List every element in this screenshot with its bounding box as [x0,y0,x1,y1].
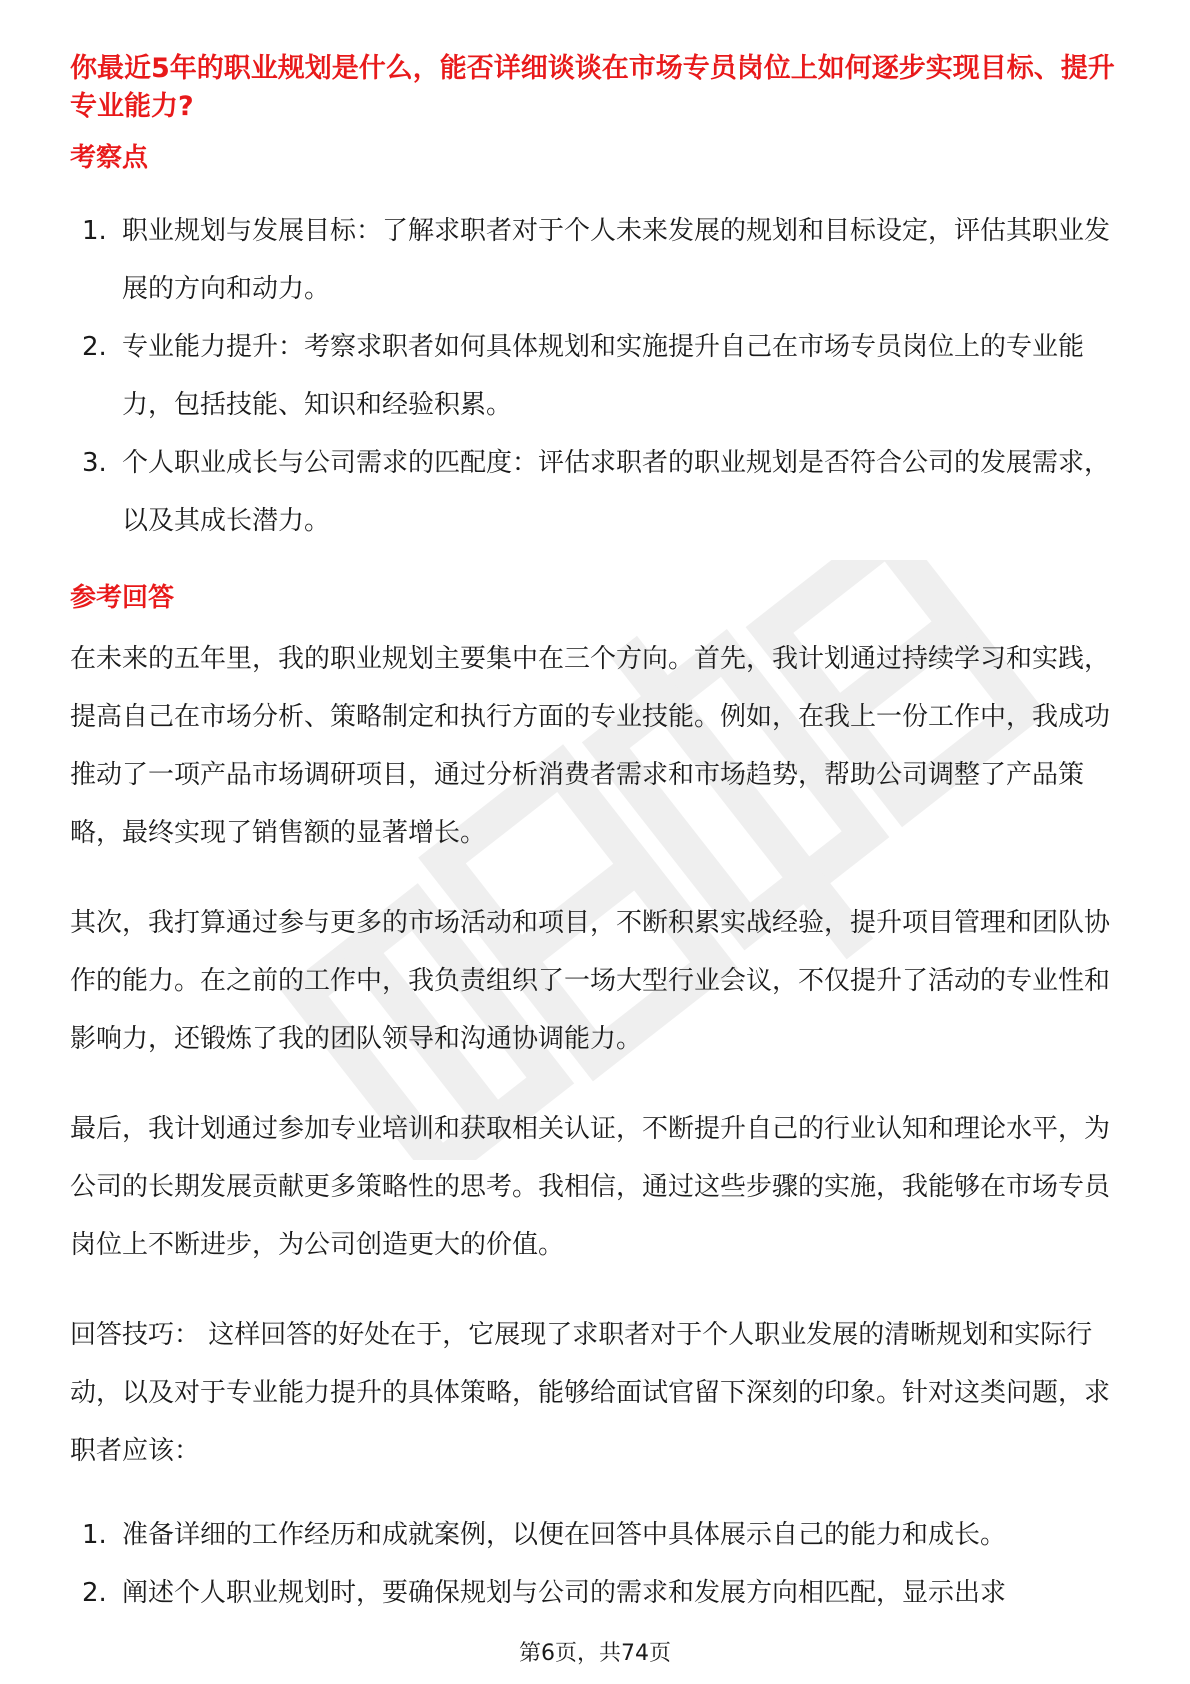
list-number: 1. [82,216,107,246]
list-number: 1. [82,1520,107,1550]
list-item [70,434,1120,550]
examination-heading: 考察点 [70,143,149,173]
main-content [70,50,1120,1622]
answer-paragraph: 在未来的五年里，我的职业规划主要集中在三个方向。首先，我计划通过持续学习和实践，提高自己在市场分析、策略制定和执行方面的专业技能。例如，在我上一份工作中，我成功推动了一项产品市场调研项目，通过分析消费者需求和市场趋势，帮助公司调整了产品策略，最终实现了销售额的显著增长。 [70,644,1111,848]
list-number: 3. [82,448,107,478]
list-item [70,318,1120,434]
list-item [70,202,1120,318]
page-number-footer: 第6页，共74页 [519,1641,671,1666]
list-item-text: 准备详细的工作经历和成就案例，以便在回答中具体展示自己的能力和成长。 [122,1520,1007,1550]
answer-tips-paragraph: 回答技巧： 这样回答的好处在于，它展现了求职者对于个人职业发展的清晰规划和实际行动，以及对于专业能力提升的具体策略，能够给面试官留下深刻的印象。针对这类问题，求职者应该： [70,1320,1111,1466]
answer-paragraph: 其次，我打算通过参与更多的市场活动和项目，不断积累实战经验，提升项目管理和团队协作的能力。在之前的工作中，我负责组织了一场大型行业会议，不仅提升了活动的专业性和影响力，还锻炼了我的团队领导和沟通协调能力。 [70,908,1111,1054]
list-number: 2. [82,332,107,362]
list-item [70,1564,1120,1622]
answer-heading: 参考回答 [70,583,175,613]
list-item [70,1506,1120,1564]
answer-paragraph: 最后，我计划通过参加专业培训和获取相关认证，不断提升自己的行业认知和理论水平，为公司的长期发展贡献更多策略性的思考。我相信，通过这些步骤的实施，我能够在市场专员岗位上不断进步，为公司创造更大的价值。 [70,1114,1111,1260]
question-title: 你最近5年的职业规划是什么，能否详细谈谈在市场专员岗位上如何逐步实现目标、提升专业能力? [70,53,1115,122]
examination-list [70,202,1120,550]
list-item-text: 个人职业成长与公司需求的匹配度：评估求职者的职业规划是否符合公司的发展需求，以及其成长潜力。 [122,448,1111,536]
list-item-text: 阐述个人职业规划时，要确保规划与公司的需求和发展方向相匹配，显示出求 [122,1578,1007,1608]
list-number: 2. [82,1578,107,1608]
tips-list [70,1506,1120,1622]
list-item-text: 职业规划与发展目标：了解求职者对于个人未来发展的规划和目标设定，评估其职业发展的方向和动力。 [122,216,1111,304]
list-item-text: 专业能力提升：考察求职者如何具体规划和实施提升自己在市场专员岗位上的专业能力，包括技能、知识和经验积累。 [122,332,1085,420]
